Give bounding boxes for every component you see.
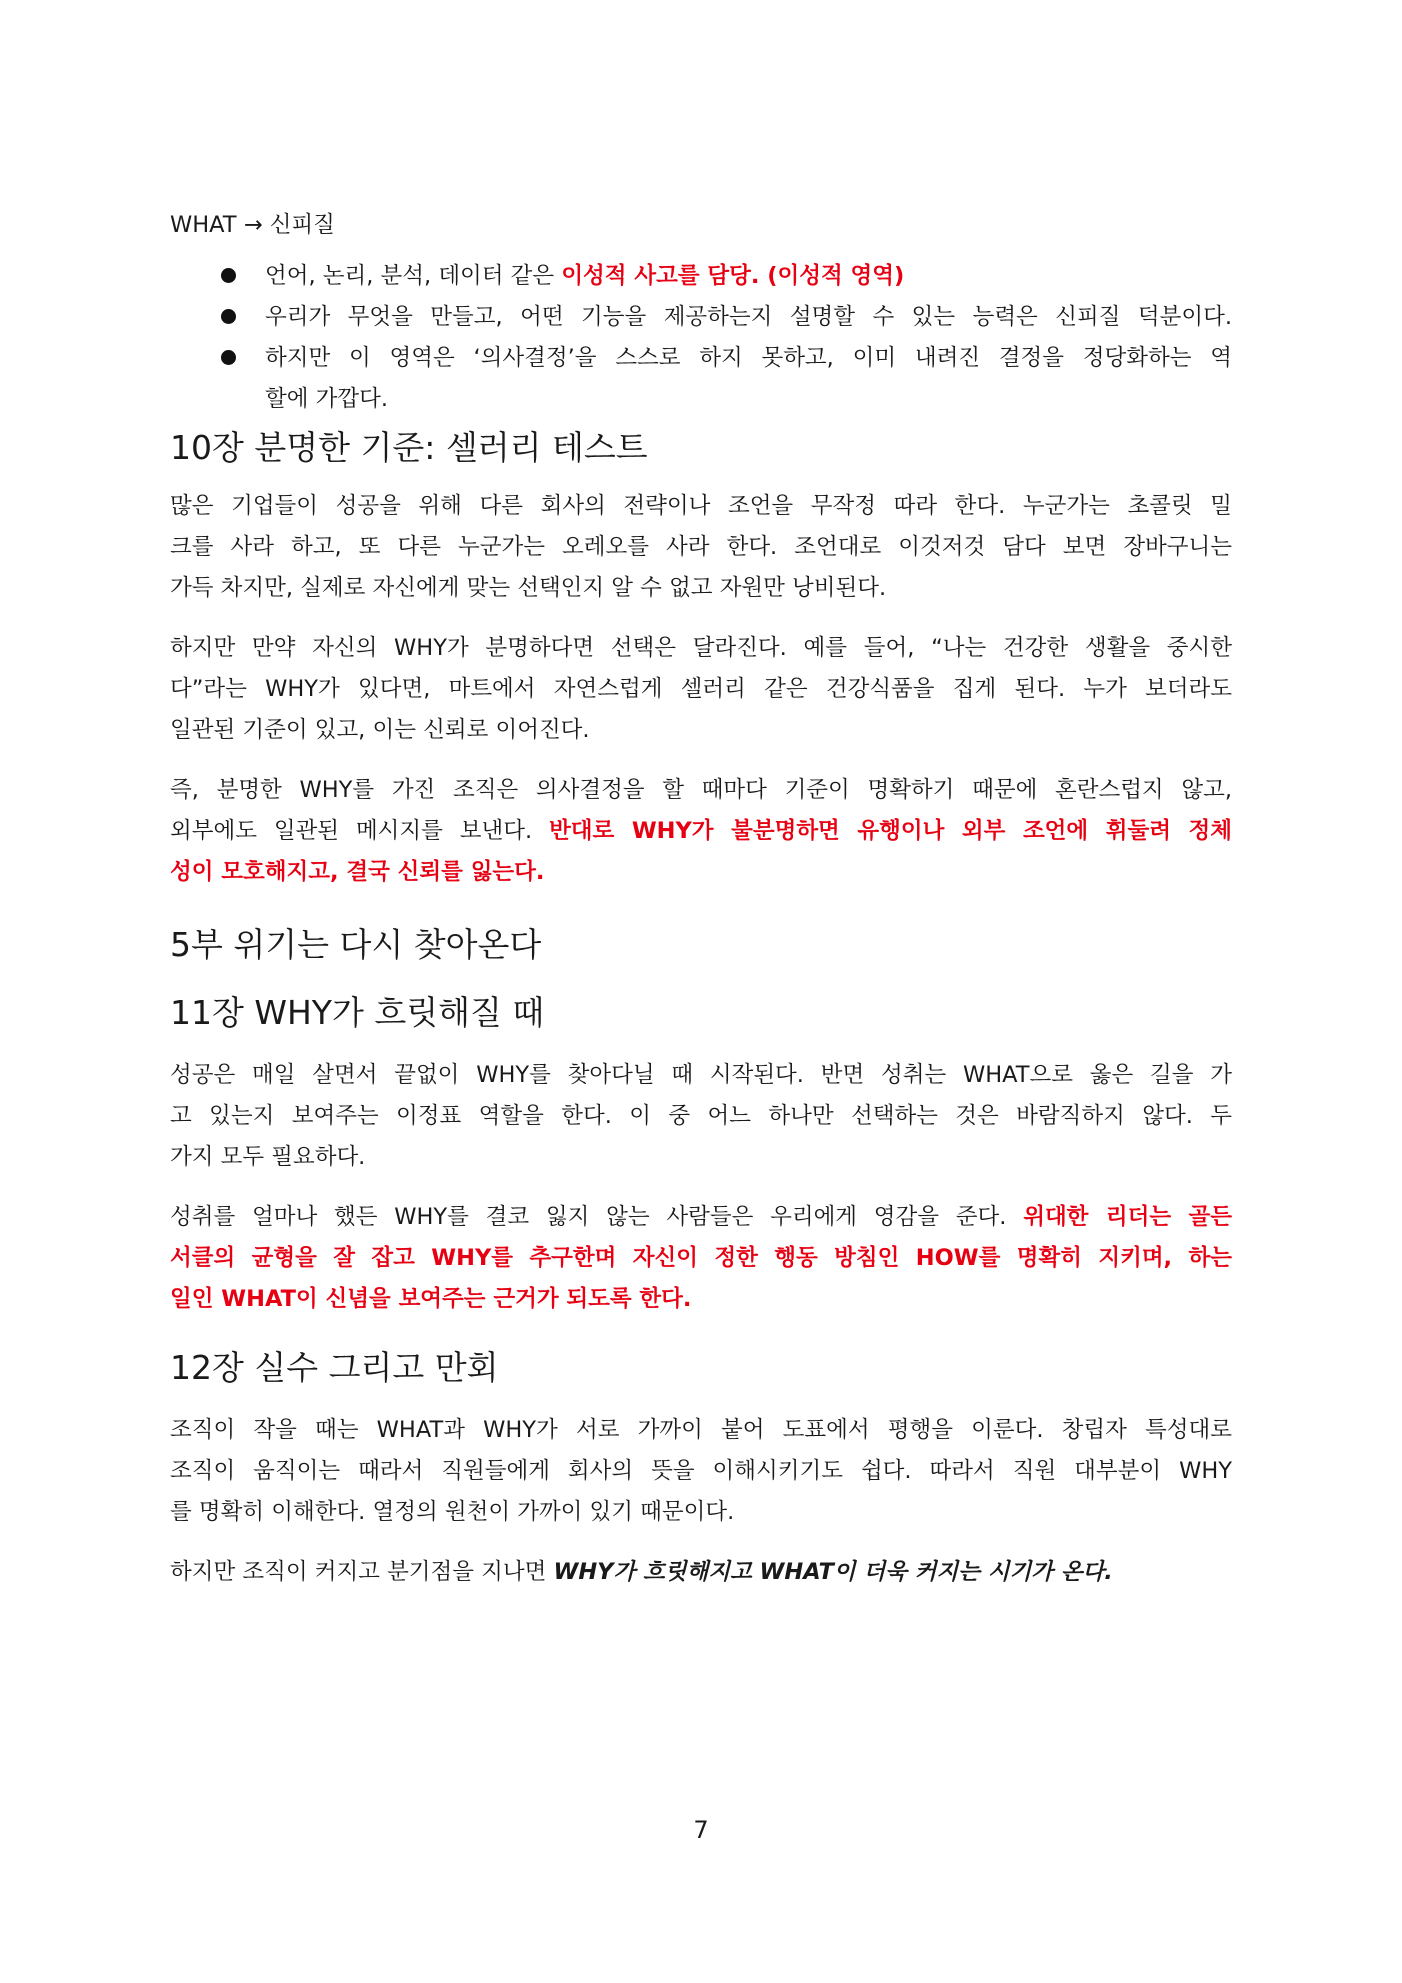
paragraph-highlight-line: 일인 WHAT이 신념을 보여주는 근거가 되도록 한다. bbox=[170, 1286, 692, 1312]
bullet-item bbox=[170, 297, 1232, 338]
what-heading: WHAT → 신피질 bbox=[170, 212, 335, 238]
bullet-text: 언어, 논리, 분석, 데이터 같은 bbox=[265, 263, 562, 289]
page-number: 7 bbox=[693, 1816, 709, 1844]
bullet-text: 우리가 무엇을 만들고, 어떤 기능을 제공하는지 설명할 수 있는 능력은 신피질 덕분이다. bbox=[265, 304, 1232, 330]
paragraph-line bbox=[170, 1552, 1232, 1593]
part-5-title: 5부 위기는 다시 찾아온다 bbox=[170, 925, 542, 964]
bullet-dot-icon bbox=[221, 350, 236, 365]
paragraph-highlight-line: 성이 모호해지고, 결국 신뢰를 잃는다. bbox=[170, 859, 545, 885]
bullet-text-line: 하지만 이 영역은 ‘의사결정’을 스스로 하지 못하고, 이미 내려진 결정을 정당화하는 역 bbox=[265, 345, 1232, 371]
paragraph-line: 즉, 분명한 WHY를 가진 조직은 의사결정을 할 때마다 기준이 명확하기 때문에 혼란스럽지 않고, bbox=[170, 777, 1232, 803]
bullet-text-line: 할에 가깝다. bbox=[265, 386, 388, 412]
paragraph-line: 를 명확히 이해한다. 열정의 원천이 가까이 있기 때문이다. bbox=[170, 1499, 735, 1525]
bullet-dot-icon bbox=[221, 309, 236, 324]
bullet-list bbox=[170, 256, 1232, 420]
paragraph-line: 성공은 매일 살면서 끝없이 WHY를 찾아다닐 때 시작된다. 반면 성취는 WHAT으로 옳은 길을 가 bbox=[170, 1062, 1232, 1088]
chapter-11-title: 11장 WHY가 흐릿해질 때 bbox=[170, 993, 545, 1032]
paragraph-highlight-line: 서클의 균형을 잘 잡고 WHY를 추구한며 자신이 정한 행동 방침인 HOW를 명확히 지키며, 하는 bbox=[170, 1245, 1232, 1271]
bullet-item bbox=[170, 256, 1232, 297]
paragraph bbox=[170, 770, 1232, 893]
paragraph-line: 다”라는 WHY가 있다면, 마트에서 자연스럽게 셀러리 같은 건강식품을 집게 된다. 누가 보더라도 bbox=[170, 676, 1232, 702]
paragraph bbox=[170, 628, 1232, 751]
chapter-12-title: 12장 실수 그리고 만회 bbox=[170, 1348, 499, 1387]
paragraph-line: 가득 차지만, 실제로 자신에게 맞는 선택인지 알 수 없고 자원만 낭비된다. bbox=[170, 575, 887, 601]
paragraph bbox=[170, 1197, 1232, 1320]
paragraph-line bbox=[170, 1197, 1232, 1238]
paragraph bbox=[170, 1055, 1232, 1178]
paragraph-text: 하지만 조직이 커지고 분기점을 지나면 bbox=[170, 1559, 554, 1585]
paragraph-line: 많은 기업들이 성공을 위해 다른 회사의 전략이나 조언을 무작정 따라 한다. 누군가는 초콜릿 밀 bbox=[170, 493, 1232, 519]
paragraph-line: 가지 모두 필요하다. bbox=[170, 1144, 366, 1170]
paragraph-line: 일관된 기준이 있고, 이는 신뢰로 이어진다. bbox=[170, 717, 590, 743]
paragraph bbox=[170, 486, 1232, 609]
paragraph-text: 성취를 얼마나 했든 WHY를 결코 잃지 않는 사람들은 우리에게 영감을 준다. bbox=[170, 1204, 1024, 1230]
paragraph bbox=[170, 1410, 1232, 1533]
paragraph-line: 조직이 작을 때는 WHAT과 WHY가 서로 가까이 붙어 도표에서 평행을 이룬다. 창립자 특성대로 bbox=[170, 1417, 1232, 1443]
paragraph-emphasis: WHY가 흐릿해지고 WHAT이 더욱 커지는 시기가 온다. bbox=[553, 1559, 1113, 1585]
bullet-dot-icon bbox=[221, 268, 236, 283]
bullet-highlight: 이성적 사고를 담당. (이성적 영역) bbox=[561, 263, 905, 289]
paragraph-line: 조직이 움직이는 때라서 직원들에게 회사의 뜻을 이해시키기도 쉽다. 따라서 직원 대부분이 WHY bbox=[170, 1458, 1232, 1484]
page-content bbox=[170, 205, 1232, 1612]
paragraph-highlight: 반대로 WHY가 불분명하면 유행이나 외부 조언에 휘둘려 정체 bbox=[549, 818, 1232, 844]
paragraph-line bbox=[170, 811, 1232, 852]
paragraph-line: 하지만 만약 자신의 WHY가 분명하다면 선택은 달라진다. 예를 들어, “나는 건강한 생활을 중시한 bbox=[170, 635, 1232, 661]
paragraph-line: 고 있는지 보여주는 이정표 역할을 한다. 이 중 어느 하나만 선택하는 것은 바람직하지 않다. 두 bbox=[170, 1103, 1232, 1129]
paragraph-line: 크를 사라 하고, 또 다른 누군가는 오레오를 사라 한다. 조언대로 이것저것 담다 보면 장바구니는 bbox=[170, 534, 1232, 560]
paragraph-highlight: 위대한 리더는 골든 bbox=[1023, 1204, 1232, 1230]
paragraph-text: 외부에도 일관된 메시지를 보낸다. bbox=[170, 818, 550, 844]
bullet-item bbox=[170, 338, 1232, 420]
paragraph bbox=[170, 1552, 1232, 1593]
chapter-10-title: 10장 분명한 기준: 셀러리 테스트 bbox=[170, 428, 648, 467]
